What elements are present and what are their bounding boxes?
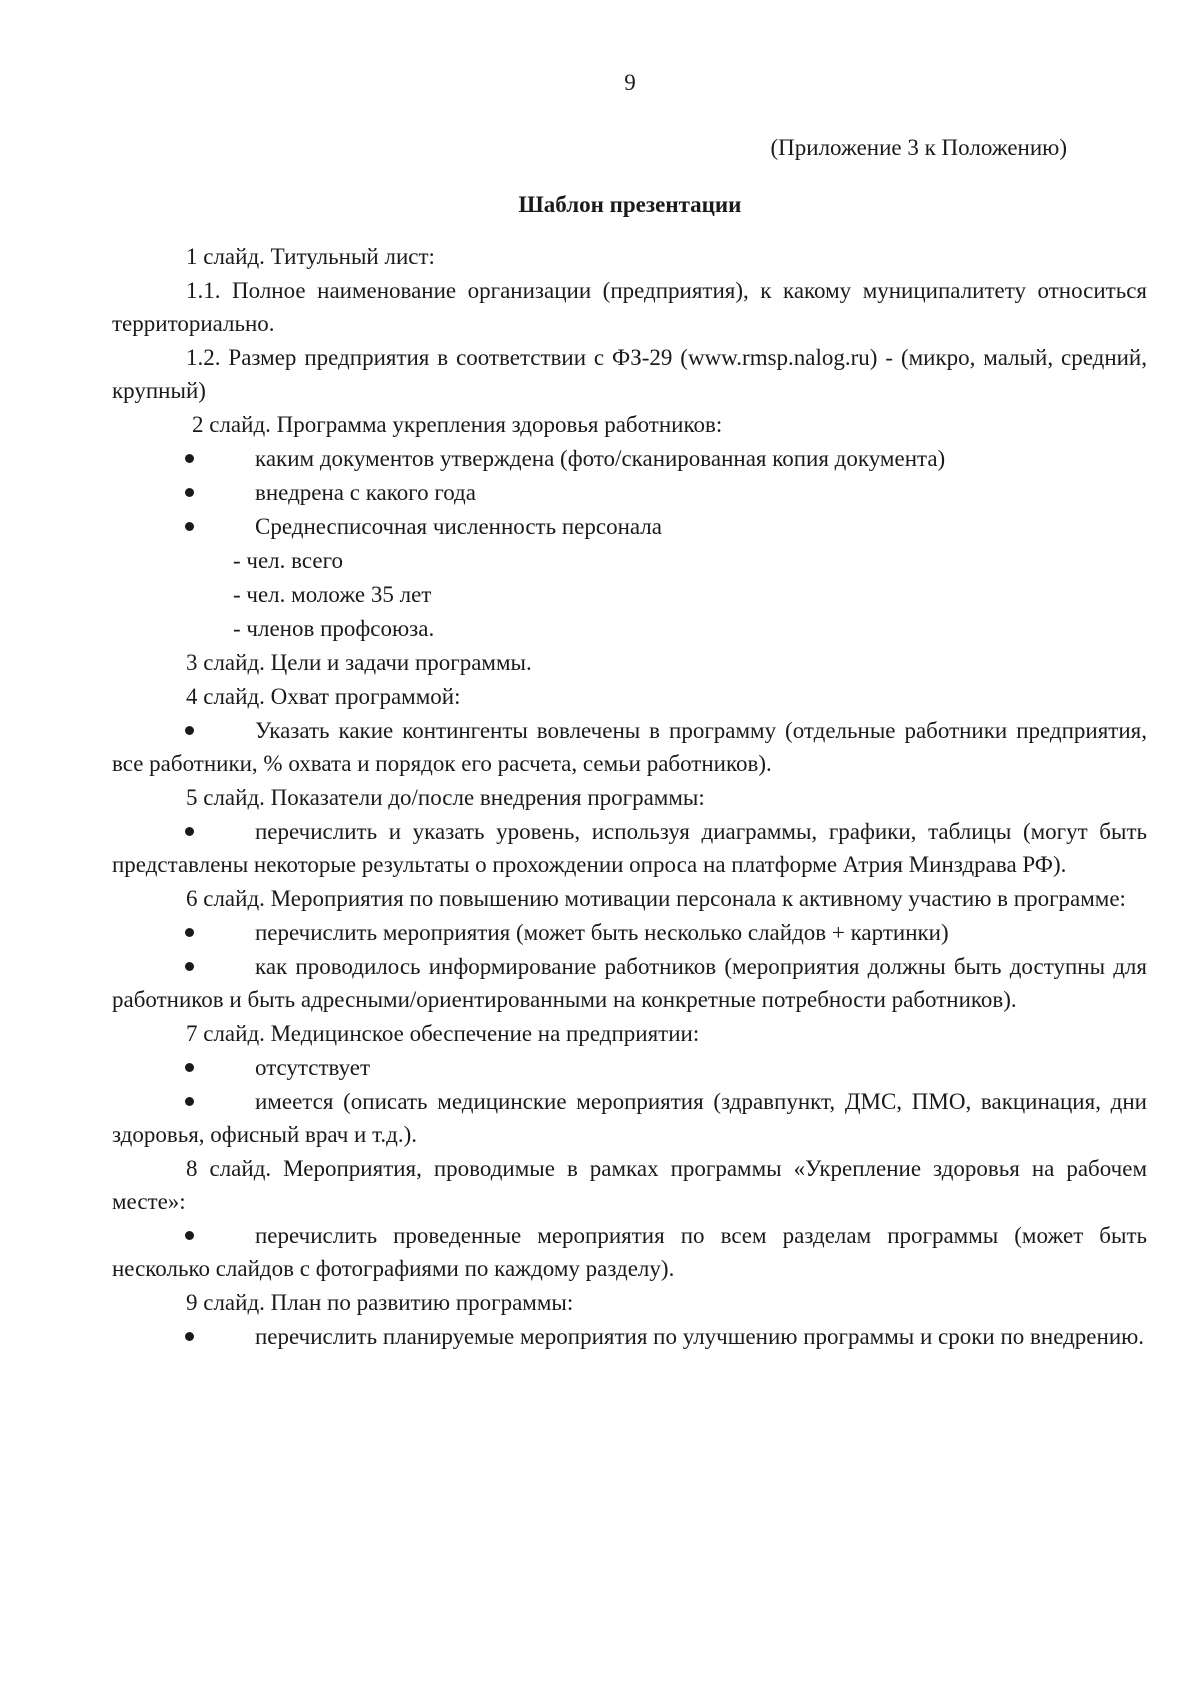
bullet-icon	[185, 726, 194, 735]
bullet-text: Указать какие контингенты вовлечены в программу (отдельные работники предприятия, все работники, % охвата и порядок его расчета, семьи работников).	[112, 718, 1147, 776]
appendix-note: (Приложение 3 к Положению)	[770, 135, 1067, 160]
slide-4-heading: 4 слайд. Охват программой:	[186, 684, 461, 709]
bullet-text: отсутствует	[255, 1055, 371, 1080]
bullet-icon	[185, 488, 194, 497]
slide-4-bullet-1	[112, 714, 1147, 780]
bullet-text: перечислить проведенные мероприятия по всем разделам программы (может быть несколько слайдов с фотографиями по каждому разделу).	[112, 1223, 1147, 1281]
slide-2-subitem-2: - чел. моложе 35 лет	[233, 582, 432, 607]
slide-5-heading: 5 слайд. Показатели до/после внедрения программы:	[186, 785, 705, 810]
slide-6-bullet-1	[112, 916, 1147, 949]
slide-9-heading: 9 слайд. План по развитию программы:	[186, 1290, 574, 1315]
slide-3-heading: 3 слайд. Цели и задачи программы.	[186, 650, 532, 675]
slide-2-subitem-3: - членов профсоюза.	[233, 616, 435, 641]
bullet-icon	[185, 962, 194, 971]
slide-8-bullet-1	[112, 1219, 1147, 1285]
slide-7-heading: 7 слайд. Медицинское обеспечение на предприятии:	[186, 1021, 700, 1046]
slide-7-bullet-1	[112, 1051, 1147, 1084]
slide-5-bullet-1	[112, 815, 1147, 881]
bullet-icon	[185, 454, 194, 463]
bullet-icon	[185, 1231, 194, 1240]
slide-2-heading: 2 слайд. Программа укрепления здоровья работников:	[192, 412, 723, 437]
bullet-text: как проводилось информирование работников (мероприятия должны быть доступны для работников и быть адресными/ориентированными на конкретные потребности работников).	[112, 954, 1147, 1012]
bullet-text: имеется (описать медицинские мероприятия (здравпункт, ДМС, ПМО, вакцинация, дни здоровья, офисный врач и т.д.).	[112, 1089, 1147, 1147]
bullet-text: внедрена с какого года	[255, 480, 476, 505]
document-body	[112, 240, 1147, 1354]
slide-1-item-2: 1.2. Размер предприятия в соответствии с ФЗ-29 (www.rmsp.nalog.ru) - (микро, малый, средний, крупный)	[112, 345, 1147, 403]
bullet-icon	[185, 1097, 194, 1106]
slide-8-heading: 8 слайд. Мероприятия, проводимые в рамках программы «Укрепление здоровья на рабочем месте»:	[112, 1156, 1147, 1214]
bullet-text: каким документов утверждена (фото/сканированная копия документа)	[255, 446, 946, 471]
bullet-icon	[185, 522, 194, 531]
slide-2-bullet-3	[112, 510, 1147, 543]
bullet-text: перечислить и указать уровень, используя диаграммы, графики, таблицы (могут быть представлены некоторые результаты о прохождении опроса на платформе Атрия Минздрава РФ).	[112, 819, 1147, 877]
slide-2-subitem-1: - чел. всего	[233, 548, 343, 573]
slide-2-bullet-1	[112, 442, 1147, 475]
slide-6-bullet-2	[112, 950, 1147, 1016]
slide-1-item-1: 1.1. Полное наименование организации (предприятия), к какому муниципалитету относиться территориально.	[112, 278, 1147, 336]
bullet-icon	[185, 928, 194, 937]
bullet-icon	[185, 1332, 194, 1341]
bullet-text: перечислить мероприятия (может быть несколько слайдов + картинки)	[255, 920, 949, 945]
slide-1-heading: 1 слайд. Титульный лист:	[186, 244, 435, 269]
bullet-text: Среднесписочная численность персонала	[255, 514, 662, 539]
slide-9-bullet-1	[112, 1320, 1147, 1353]
slide-6-heading: 6 слайд. Мероприятия по повышению мотивации персонала к активному участию в программе:	[186, 886, 1126, 911]
document-title: Шаблон презентации	[518, 192, 742, 217]
bullet-text: перечислить планируемые мероприятия по улучшению программы и сроки по внедрению.	[255, 1324, 1145, 1349]
bullet-icon	[185, 827, 194, 836]
bullet-icon	[185, 1063, 194, 1072]
slide-7-bullet-2	[112, 1085, 1147, 1151]
slide-2-bullet-2	[112, 476, 1147, 509]
page-number: 9	[624, 70, 636, 95]
